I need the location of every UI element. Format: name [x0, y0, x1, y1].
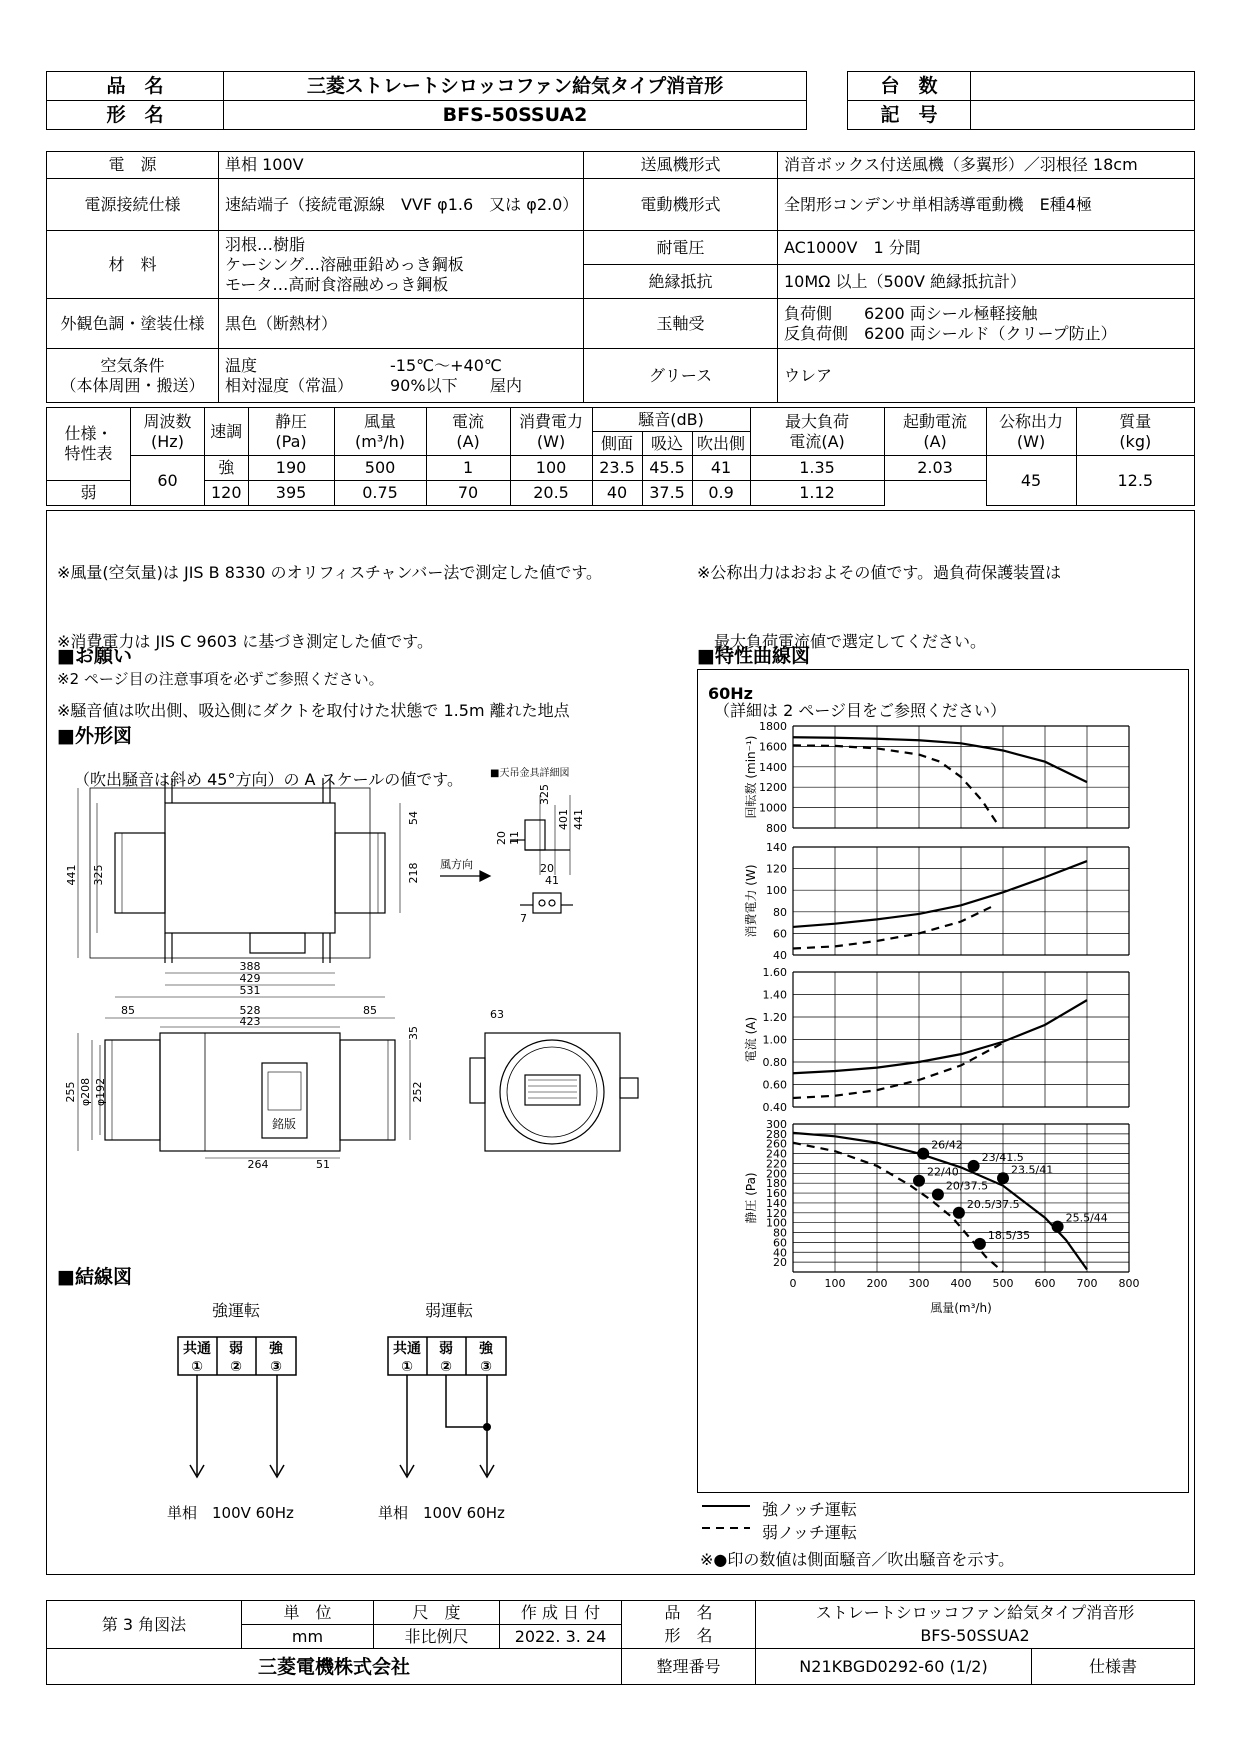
weak-t-weak: 弱: [439, 1341, 453, 1357]
y-tick-label: 1.60: [762, 966, 787, 979]
bearing-line-2: 反負荷側 6200 両シールド（クリープ防止）: [784, 323, 1117, 343]
h-pressure-unit: (Pa): [275, 431, 307, 451]
withstand-value: AC1000V 1 分間: [778, 231, 1195, 265]
model-name: BFS-50SSUA2: [224, 101, 807, 130]
noise-point: [913, 1175, 925, 1187]
footer-table: [46, 1600, 1195, 1685]
noise-point: [997, 1172, 1009, 1184]
air-indoor: 屋内: [490, 375, 523, 395]
dim-20-v: 20: [495, 831, 508, 845]
y-tick-label: 80: [773, 905, 787, 919]
footer-doc-no: N21KBGD0292-60 (1/2): [756, 1649, 1032, 1685]
perf-title-1: 仕様・: [64, 424, 113, 443]
y-axis-label: 回転数 (min⁻¹): [744, 735, 758, 819]
h-freq-label: 周波数: [143, 411, 192, 431]
x-tick-label: 0: [789, 1277, 797, 1290]
note-left-2: ※消費電力は JIS C 9603 に基づき測定した値です。: [57, 632, 433, 651]
y-tick-label: 100: [766, 1216, 787, 1230]
footer-scale: 非比例尺: [374, 1625, 500, 1649]
h-maxload-label: 最大負荷: [785, 411, 850, 431]
performance-chart: [697, 669, 1187, 1491]
motor-type-label: 電動機形式: [584, 179, 778, 231]
h-start-unit: (A): [923, 431, 947, 451]
air-value: [219, 349, 584, 403]
color-label: 外観色調・塗装仕様: [47, 299, 219, 349]
output-value: 45: [986, 456, 1076, 506]
strong-n1: ①: [191, 1359, 203, 1375]
h-inlet: 吸込: [642, 432, 692, 456]
request-title: ■お願い: [57, 645, 132, 667]
product-name: 三菱ストレートシロッコファン給気タイプ消音形: [224, 72, 807, 101]
h-current: [426, 408, 510, 456]
y-tick-label: 240: [766, 1147, 787, 1161]
row-weak-speed: 弱: [47, 481, 131, 506]
x-tick-label: 300: [908, 1277, 930, 1290]
y-tick-label: 1.20: [762, 1011, 787, 1024]
row-weak-current: 0.75: [334, 481, 426, 506]
strong-n2: ②: [230, 1359, 242, 1375]
dim-264: 264: [247, 1158, 269, 1170]
air-label: [47, 349, 219, 403]
model-label: 形 名: [47, 101, 224, 130]
performance-table: [46, 407, 1195, 506]
material-label: 材 料: [47, 231, 219, 299]
y-tick-label: 140: [766, 841, 787, 854]
h-start: [884, 408, 986, 456]
y-tick-label: 1400: [759, 760, 787, 774]
legend-strong-label: 強ノッチ運転: [762, 1500, 857, 1519]
footer-company: 三菱電機株式会社: [47, 1649, 622, 1685]
h-mass: [1076, 408, 1194, 456]
noise-point-label: 26/42: [931, 1138, 963, 1152]
color-value: 黒色（断熱材）: [219, 299, 584, 349]
symbol-value: [971, 101, 1195, 130]
dim-41: 41: [545, 874, 559, 887]
y-tick-label: 160: [766, 1187, 787, 1201]
footer-date: 2022. 3. 24: [500, 1625, 622, 1649]
fan-type-label: 送風機形式: [584, 152, 778, 179]
y-tick-label: 1200: [759, 781, 787, 795]
dim-85-left: 85: [121, 1004, 135, 1017]
row-strong-current: 1: [426, 456, 510, 481]
h-maxload: [750, 408, 884, 456]
h-freq: [131, 408, 205, 456]
perf-title-2: 特性表: [64, 444, 113, 463]
y-tick-label: 260: [766, 1137, 787, 1151]
quantity-label: 台 数: [848, 72, 971, 101]
footer-model: BFS-50SSUA2: [756, 1625, 1195, 1649]
material-line-1: 羽根…樹脂: [225, 234, 306, 254]
noise-point: [968, 1160, 980, 1172]
wiring-strong-supply: 単相 100V 60Hz: [167, 1504, 294, 1522]
header-table: [46, 71, 807, 130]
y-tick-label: 40: [773, 949, 787, 962]
wiring-strong-title: 強運転: [212, 1301, 261, 1320]
dim-325-detail: 325: [538, 784, 551, 805]
material-line-2: ケーシング…溶融亜鉛めっき鋼板: [225, 254, 464, 274]
dim-325: 325: [92, 864, 105, 886]
h-side: 側面: [592, 432, 642, 456]
noise-point-label: 23.5/41: [1011, 1163, 1054, 1177]
dim-441: 441: [65, 864, 78, 886]
weak-t-strong: 強: [479, 1341, 493, 1357]
y-tick-label: 1600: [759, 740, 787, 754]
noise-point: [953, 1207, 965, 1219]
weak-series-line: [793, 745, 999, 826]
row-strong-outlet: 41: [692, 456, 750, 481]
dim-192: φ192: [94, 1077, 107, 1107]
strong-series-line: [793, 861, 1087, 927]
weak-n2: ②: [440, 1359, 452, 1375]
y-tick-label: 1800: [759, 720, 787, 733]
dim-423: 423: [239, 1015, 261, 1028]
noise-point-label: 20/37.5: [945, 1179, 989, 1193]
y-tick-label: 1.40: [762, 988, 787, 1002]
footer-name: ストレートシロッコファン給気タイプ消音形: [756, 1601, 1195, 1625]
footer-unit: mm: [242, 1625, 374, 1649]
y-tick-label: 0.60: [762, 1078, 787, 1092]
noise-point-label: 22/40: [927, 1165, 959, 1179]
nameplate-label: 銘版: [271, 1117, 297, 1131]
row-strong-side: 23.5: [592, 456, 642, 481]
h-speed: 速調: [205, 408, 249, 456]
y-tick-label: 220: [766, 1157, 787, 1171]
dim-255: 255: [64, 1081, 77, 1103]
air-humid-label: 相対湿度（常温）: [225, 375, 354, 395]
noise-point: [917, 1148, 929, 1160]
strong-t-common: 共通: [183, 1341, 211, 1357]
noise-point-label: 25.5/44: [1065, 1211, 1108, 1225]
x-tick-label: 800: [1118, 1277, 1140, 1290]
h-current-unit: (A): [456, 431, 480, 451]
h-flow-label: 風量: [364, 411, 397, 431]
dim-11: 11: [508, 831, 521, 845]
grease-label: グリース: [584, 349, 778, 403]
y-tick-label: 200: [766, 1167, 787, 1181]
note-right-3: （詳細は 2 ページ目をご参照ください）: [714, 701, 1007, 720]
bearing-value: [778, 299, 1195, 349]
row-strong-pressure: 190: [248, 456, 334, 481]
note-left-3: ※騒音値は吹出側、吸込側にダクトを取付けた状態で 1.5m 離れた地点: [57, 701, 570, 720]
row-strong-maxload: 1.35: [750, 456, 884, 481]
grease-value: ウレア: [778, 349, 1195, 403]
y-tick-label: 60: [773, 927, 787, 941]
row-weak-power: 70: [426, 481, 510, 506]
h-flow-unit: (m³/h): [355, 431, 406, 451]
footer-scale-label: 尺 度: [374, 1601, 500, 1625]
noise-point: [974, 1238, 986, 1250]
y-tick-label: 1.00: [762, 1033, 787, 1047]
y-tick-label: 280: [766, 1127, 787, 1141]
h-pressure-label: 静圧: [275, 411, 308, 431]
h-mass-label: 質量: [1119, 411, 1152, 431]
legend-note: ※●印の数値は側面騒音／吹出騒音を示す。: [700, 1550, 1015, 1569]
footer-projection: 第 3 角図法: [47, 1601, 242, 1649]
row-weak-start: 1.12: [750, 481, 884, 506]
strong-t-weak: 弱: [229, 1341, 243, 1357]
y-tick-label: 0.40: [762, 1101, 787, 1114]
footer-unit-label: 単 位: [242, 1601, 374, 1625]
y-tick-label: 120: [766, 862, 787, 876]
dim-35: 35: [407, 1026, 420, 1040]
weak-n3: ③: [480, 1359, 492, 1375]
row-weak-maxload: 0.9: [692, 481, 750, 506]
h-pressure: [248, 408, 334, 456]
footer-doc-no-label: 整理番号: [622, 1649, 756, 1685]
row-weak-pressure: 120: [205, 481, 249, 506]
h-start-label: 起動電流: [903, 411, 968, 431]
y-tick-label: 100: [766, 884, 787, 898]
y-tick-label: 60: [773, 1236, 787, 1250]
y-tick-label: 300: [766, 1118, 787, 1131]
dim-528: 528: [239, 1004, 261, 1017]
connection-value: 速結端子（接続電源線 VVF φ1.6 又は φ2.0）: [219, 179, 584, 231]
product-name-label: 品 名: [47, 72, 224, 101]
wiring-weak-title: 弱運転: [425, 1301, 474, 1320]
bearing-line-1: 負荷側 6200 両シール極軽接触: [784, 303, 1038, 323]
y-tick-label: 120: [766, 1206, 787, 1220]
outline-title: ■外形図: [57, 725, 132, 747]
x-tick-label: 100: [824, 1277, 846, 1290]
dim-441-detail: 441: [572, 809, 585, 830]
strong-n3: ③: [270, 1359, 282, 1375]
h-current-label: 電流: [452, 411, 485, 431]
chart-frequency: 60Hz: [708, 684, 753, 703]
request-text: ※2 ページ目の注意事項を必ずご参照ください。: [57, 670, 384, 688]
row-strong-power: 100: [510, 456, 592, 481]
h-outlet: 吹出側: [692, 432, 750, 456]
dim-429: 429: [239, 972, 261, 985]
h-freq-unit: (Hz): [151, 431, 184, 451]
y-tick-label: 20: [773, 1256, 787, 1270]
note-right-1: ※公称出力はおおよその値です。過負荷保護装置は: [697, 563, 1062, 582]
h-power-unit: (W): [536, 431, 566, 451]
y-axis-label: 消費電力 (W): [744, 864, 758, 938]
dim-20-h: 20: [540, 862, 554, 875]
air-temp-value: -15℃～+40℃: [390, 355, 502, 375]
air-humid-value: 90%以下: [390, 375, 458, 395]
bearing-label: 玉軸受: [584, 299, 778, 349]
note-right-2: 最大負荷電流値で選定してください。: [714, 632, 987, 651]
noise-point-label: 18.5/35: [987, 1228, 1031, 1242]
row-weak-outlet: 37.5: [642, 481, 692, 506]
y-axis-label: 静圧 (Pa): [744, 1172, 758, 1224]
dim-54: 54: [407, 811, 420, 825]
row-strong-start: 2.03: [884, 456, 986, 481]
outline-drawing: [55, 760, 675, 1170]
noise-point: [932, 1189, 944, 1201]
row-weak-side: 20.5: [510, 481, 592, 506]
h-power: [510, 408, 592, 456]
noise-point-label: 20.5/37.5: [966, 1197, 1020, 1211]
noise-point: [1052, 1221, 1064, 1233]
wiring-diagram: [160, 1335, 540, 1485]
weak-n1: ①: [401, 1359, 413, 1375]
spec-table: [46, 151, 1195, 403]
x-tick-label: 600: [1034, 1277, 1056, 1290]
weak-t-common: 共通: [393, 1341, 421, 1357]
dim-63: 63: [490, 1008, 504, 1021]
insulation-label: 絶縁抵抗: [584, 265, 778, 299]
row-strong-inlet: 45.5: [642, 456, 692, 481]
insulation-value: 10MΩ 以上（500V 絶縁抵抗計）: [778, 265, 1195, 299]
withstand-label: 耐電圧: [584, 231, 778, 265]
strong-series-line: [793, 737, 1087, 782]
x-tick-label: 200: [866, 1277, 888, 1290]
footer-model-label: 形 名: [622, 1625, 756, 1649]
x-axis-label: 風量(m³/h): [930, 1301, 992, 1315]
freq-value: 60: [131, 456, 205, 506]
y-tick-label: 140: [766, 1196, 787, 1210]
row-strong-speed: 強: [205, 456, 249, 481]
air-temp-label: 温度: [225, 355, 258, 375]
dim-7: 7: [520, 912, 527, 925]
air-label-line-2: （本体周囲・搬送）: [60, 375, 205, 395]
x-tick-label: 700: [1076, 1277, 1098, 1290]
wiring-title: ■結線図: [57, 1266, 132, 1288]
fan-type-value: 消音ボックス付送風機（多翼形）／羽根径 18cm: [778, 152, 1195, 179]
dim-388: 388: [239, 960, 261, 973]
y-tick-label: 0.80: [762, 1056, 787, 1069]
perf-title: [47, 408, 131, 481]
y-tick-label: 800: [766, 822, 787, 835]
air-direction-label: 風方向: [440, 858, 473, 871]
quantity-value: [971, 72, 1195, 101]
footer-doc-type: 仕様書: [1032, 1649, 1195, 1685]
power-value: 単相 100V: [219, 152, 584, 179]
strong-t-strong: 強: [269, 1341, 283, 1357]
footer-name-label: 品 名: [622, 1601, 756, 1625]
note-left-1: ※風量(空気量)は JIS B 8330 のオリフィスチャンバー法で測定した値です。: [57, 563, 603, 582]
legend-weak-label: 弱ノッチ運転: [762, 1523, 857, 1542]
legend-lines: [700, 1498, 760, 1534]
dim-252: 252: [411, 1081, 424, 1103]
chart-section-title: ■特性曲線図: [697, 645, 810, 667]
x-tick-label: 500: [992, 1277, 1014, 1290]
dim-218: 218: [407, 862, 420, 884]
material-value: [219, 231, 584, 299]
dim-208: φ208: [79, 1077, 92, 1107]
air-label-line-1: 空気条件: [100, 355, 165, 375]
y-tick-label: 40: [773, 1246, 787, 1260]
connection-label: 電源接続仕様: [47, 179, 219, 231]
dim-531: 531: [239, 984, 261, 997]
h-noise: 騒音(dB): [592, 408, 750, 432]
dim-51: 51: [316, 1158, 330, 1170]
x-tick-label: 400: [950, 1277, 972, 1290]
y-tick-label: 180: [766, 1177, 787, 1191]
h-mass-unit: (kg): [1119, 431, 1152, 451]
dim-401: 401: [557, 809, 570, 830]
quantity-table: [847, 71, 1195, 130]
y-tick-label: 80: [773, 1226, 787, 1240]
row-strong-flow: 500: [334, 456, 426, 481]
row-weak-flow: 395: [248, 481, 334, 506]
material-line-3: モータ…高耐食溶融めっき鋼板: [225, 274, 449, 294]
motor-type-value: 全閉形コンデンサ単相誘導電動機 E種4極: [778, 179, 1195, 231]
footer-date-label: 作 成 日 付: [500, 1601, 622, 1625]
h-output: [986, 408, 1076, 456]
y-tick-label: 1000: [759, 801, 787, 815]
dim-85-right: 85: [363, 1004, 377, 1017]
bracket-detail-title: ■天吊金具詳細図: [490, 768, 570, 779]
mass-value: 12.5: [1076, 456, 1194, 506]
h-output-label: 公称出力: [999, 411, 1064, 431]
note-left-4: （吹出騒音は斜め 45°方向）の A スケールの値です。: [74, 770, 463, 789]
h-power-label: 消費電力: [519, 411, 584, 431]
symbol-label: 記 号: [848, 101, 971, 130]
row-weak-inlet: 40: [592, 481, 642, 506]
noise-point-label: 23/41.5: [981, 1150, 1024, 1164]
power-label: 電 源: [47, 152, 219, 179]
wiring-weak-supply: 単相 100V 60Hz: [378, 1504, 505, 1522]
h-output-unit: (W): [1016, 431, 1046, 451]
h-flow: [334, 408, 426, 456]
h-maxload-unit: 電流(A): [789, 431, 845, 451]
y-axis-label: 電流 (A): [744, 1016, 758, 1063]
